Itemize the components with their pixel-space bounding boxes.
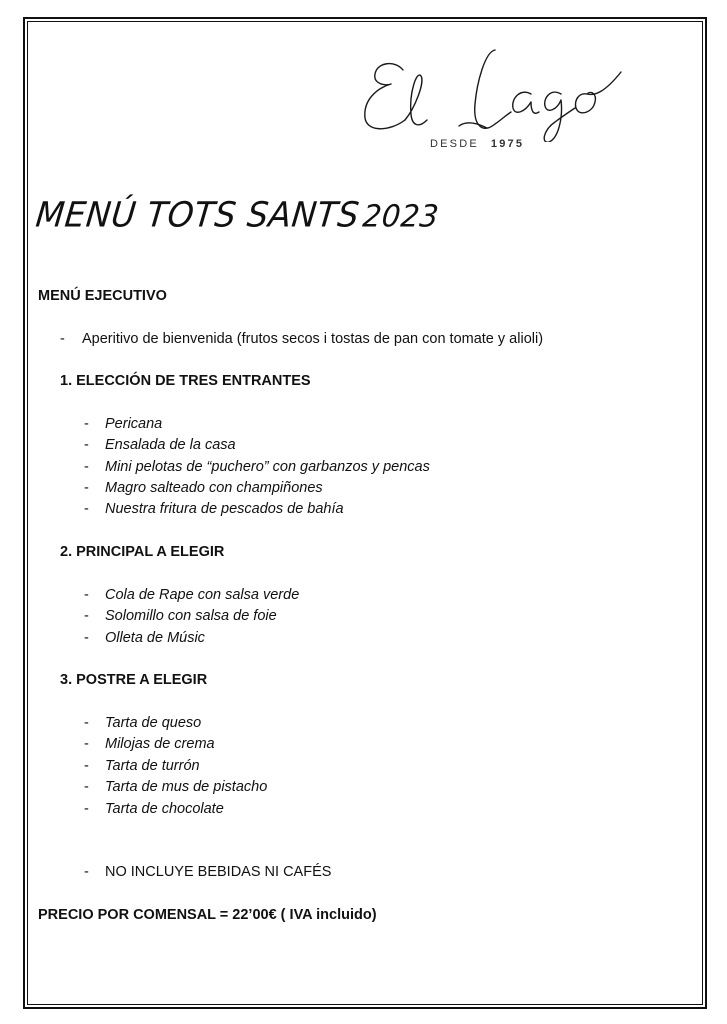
menu-item: Tarta de chocolate	[105, 801, 224, 817]
menu-item: Tarta de queso	[105, 715, 202, 731]
el-lago-logo	[355, 42, 645, 157]
menu-title-text: MENÚ TOTS SANTS	[33, 194, 362, 235]
menu-item: Olleta de Músic	[105, 630, 205, 646]
course-heading: 1. ELECCIÓN DE TRES ENTRANTES	[60, 373, 311, 389]
bullet-dash: -	[84, 736, 89, 752]
menu-item: Tarta de turrón	[105, 758, 200, 774]
menu-item: Milojas de crema	[105, 736, 215, 752]
menu-item: Solomillo con salsa de foie	[105, 608, 277, 624]
menu-title-year: 2023	[361, 198, 441, 234]
price-line: PRECIO POR COMENSAL = 22’00€ ( IVA incluido)	[38, 907, 377, 923]
logo-tagline	[430, 138, 524, 150]
menu-item: Tarta de mus de pistacho	[105, 779, 268, 795]
course-heading: 3. POSTRE A ELEGIR	[60, 672, 208, 688]
since-label: DESDE	[430, 138, 479, 150]
bullet-dash: -	[84, 459, 89, 475]
drinks-note: NO INCLUYE BEBIDAS NI CAFÉS	[105, 864, 332, 880]
bullet-dash: -	[84, 864, 89, 880]
welcome-line: Aperitivo de bienvenida (frutos secos i tostas de pan con tomate y alioli)	[82, 331, 544, 347]
bullet-dash: -	[84, 630, 89, 646]
bullet-dash: -	[84, 779, 89, 795]
bullet-dash: -	[84, 758, 89, 774]
section-heading: MENÚ EJECUTIVO	[38, 288, 167, 304]
menu-item: Mini pelotas de “puchero” con garbanzos y pencas	[105, 459, 430, 475]
bullet-dash: -	[84, 715, 89, 731]
menu-item: Magro salteado con champiñones	[105, 480, 323, 496]
bullet-dash: -	[84, 480, 89, 496]
since-year: 1975	[490, 138, 525, 150]
bullet-dash: -	[84, 608, 89, 624]
menu-title	[34, 194, 441, 235]
bullet-dash: -	[84, 501, 89, 517]
el-lago-script-logo	[355, 42, 645, 142]
menu-item: Cola de Rape con salsa verde	[105, 587, 300, 603]
menu-item: Nuestra fritura de pescados de bahía	[105, 501, 344, 517]
bullet-dash: -	[84, 437, 89, 453]
bullet-dash: -	[60, 331, 65, 347]
course-heading: 2. PRINCIPAL A ELEGIR	[60, 544, 225, 560]
bullet-dash: -	[84, 416, 89, 432]
bullet-dash: -	[84, 801, 89, 817]
menu-item: Pericana	[105, 416, 163, 432]
bullet-dash: -	[84, 587, 89, 603]
menu-item: Ensalada de la casa	[105, 437, 236, 453]
